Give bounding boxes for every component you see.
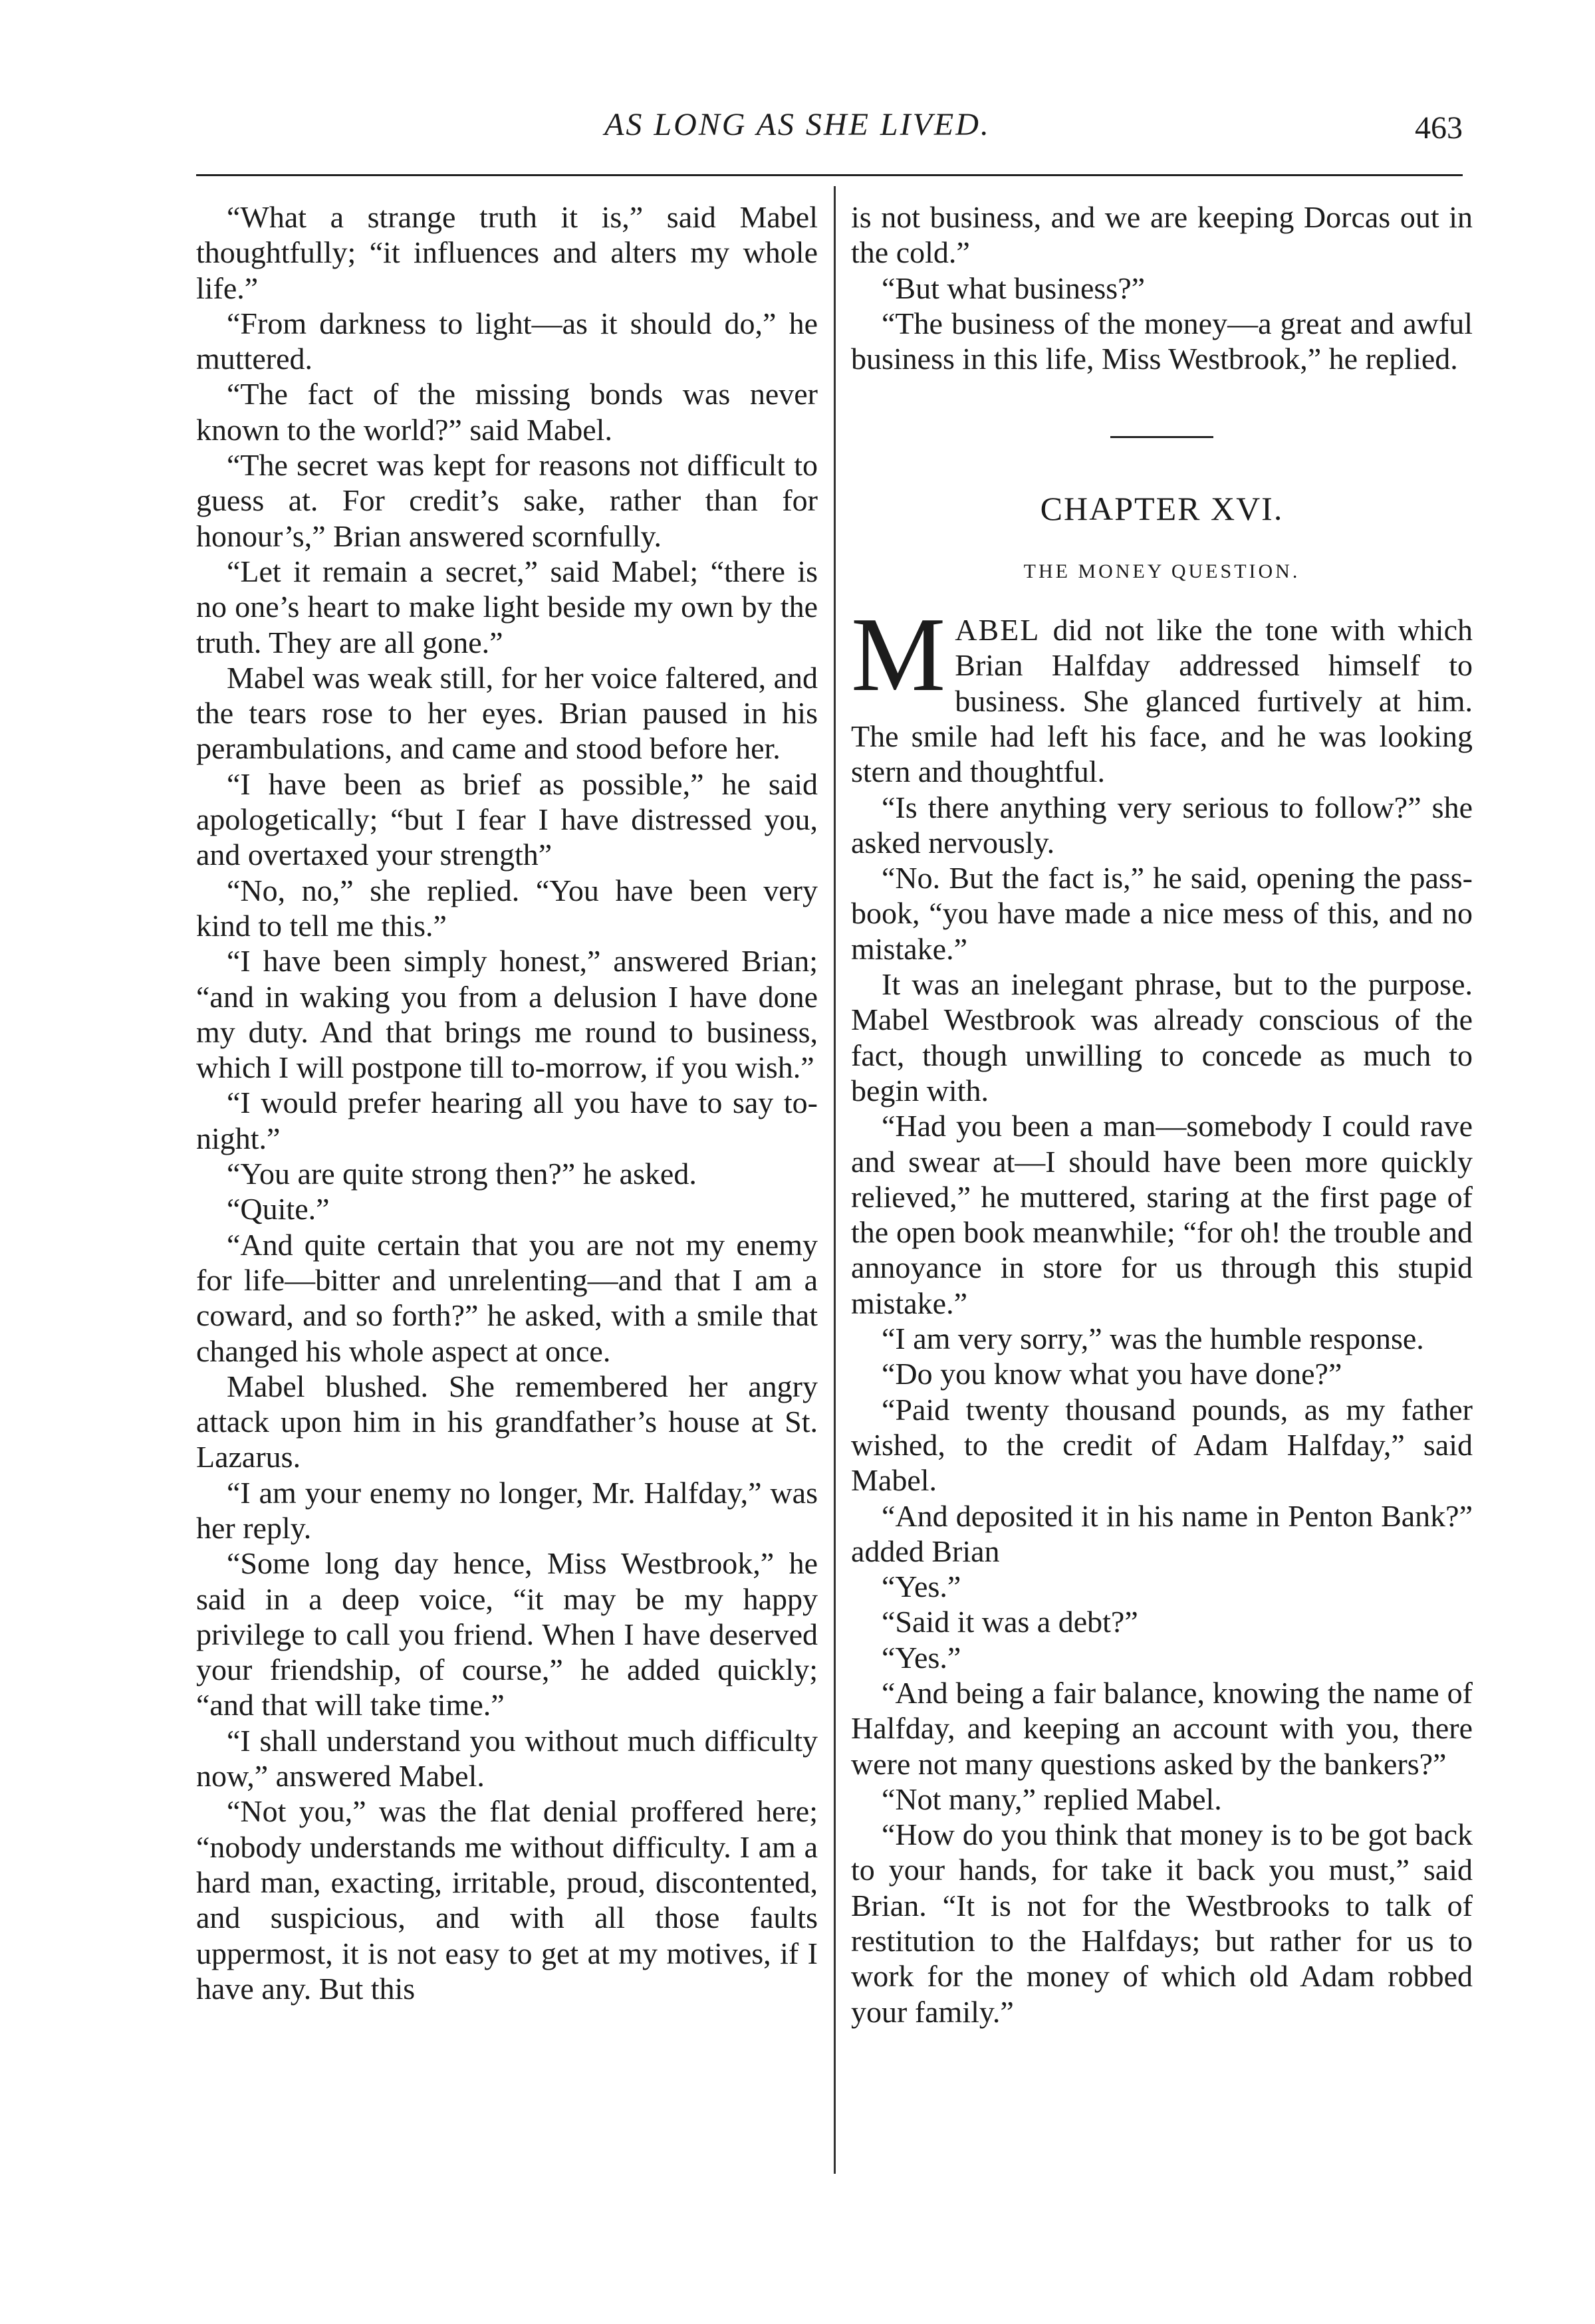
paragraph: “And quite certain that you are not my enemy for life—bitter and unrelenting—and that I am a coward, and so forth?” he asked, with a smile that changed his whole aspect at once.: [196, 1227, 818, 1368]
chapter-opening-paragraph: [851, 595, 1473, 789]
paragraph: Mabel blushed. She remembered her angry attack upon him in his grandfather’s house at St. Lazarus.: [196, 1369, 818, 1474]
paragraph: “I am very sorry,” was the humble response.: [882, 1322, 1424, 1356]
paragraph: “I am your enemy no longer, Mr. Halfday,” was her reply.: [196, 1475, 818, 1545]
paragraph: Mabel was weak still, for her voice faltered, and the tears rose to her eyes. Brian paused in his perambulations, and came and stood before her.: [196, 660, 818, 766]
left-column: [196, 199, 818, 2006]
paragraph: “Quite.”: [227, 1192, 330, 1226]
paragraph: “Not many,” replied Mabel.: [882, 1782, 1222, 1816]
paragraph: “The secret was kept for reasons not difficult to guess at. For credit’s sake, rather than for honour’s,” Brian answered scornfully.: [196, 448, 818, 553]
paragraph: is not business, and we are keeping Dorcas out in the cold.”: [851, 200, 1473, 270]
opening-text: did not like the tone with which Brian Halfday addressed himself to business. She glanced furtively at him. The smile had left his face, and he was looking stern and thoughtful.: [851, 613, 1473, 789]
chapter-subtitle: THE MONEY QUESTION.: [1023, 560, 1300, 582]
paragraph: “Yes.”: [882, 1569, 961, 1604]
right-column: [851, 199, 1473, 2030]
paragraph: “Had you been a man—somebody I could rave and swear at—I should have been more quickly relieved,” he muttered, staring at the first page of the open book meanwhile; “for oh! the trouble and annoyance in store for us through this stupid mistake.”: [851, 1109, 1473, 1320]
drop-cap: M: [851, 595, 946, 714]
paragraph: “I would prefer hearing all you have to say to-night.”: [196, 1086, 818, 1155]
paragraph: “How do you think that money is to be got back to your hands, for take it back you must,” said Brian. “It is not for the Westbrooks to talk of restitution to the Halfdays; but rather for us to work for the money of which old Adam robbed your family.”: [851, 1817, 1473, 2029]
paragraph: “And being a fair balance, knowing the name of Halfday, and keeping an account with you, there were not many questions asked by the bankers?”: [851, 1675, 1473, 1781]
paragraph: It was an inelegant phrase, but to the purpose. Mabel Westbrook was already conscious of the fact, though unwilling to concede as much to begin with.: [851, 967, 1473, 1107]
section-rule: [1110, 436, 1213, 438]
running-header-title: AS LONG AS SHE LIVED.: [604, 107, 991, 142]
header-rule: [196, 174, 1463, 176]
paragraph: “The business of the money—a great and awful business in this life, Miss Westbrook,” he replied.: [851, 306, 1473, 376]
paragraph: “I have been as brief as possible,” he said apologetically; “but I fear I have distressed you, and overtaxed your strength”: [196, 766, 818, 872]
paragraph: “And deposited it in his name in Penton Bank?” added Brian: [851, 1498, 1473, 1568]
paragraph: “Paid twenty thousand pounds, as my father wished, to the credit of Adam Halfday,” said Mabel.: [851, 1392, 1473, 1498]
chapter-heading: CHAPTER XVI.: [1040, 490, 1284, 528]
paragraph: “Is there anything very serious to follow?” she asked nervously.: [851, 790, 1473, 860]
paragraph: “Said it was a debt?”: [882, 1605, 1138, 1639]
column-divider: [834, 186, 836, 2174]
opening-small-caps: ABEL: [955, 613, 1041, 647]
paragraph: “Not you,” was the flat denial proffered here; “nobody understands me without difficulty. I am a hard man, exacting, irritable, proud, discontented, and suspicious, and with all those faults uppermost, it is not easy to get at my motives, if I have any. But this: [196, 1794, 818, 2006]
page-number: 463: [1415, 110, 1463, 146]
paragraph: “Yes.”: [882, 1640, 961, 1675]
paragraph: “What a strange truth it is,” said Mabel thoughtfully; “it influences and alters my whole life.”: [196, 200, 818, 305]
paragraph: “No, no,” she replied. “You have been very kind to tell me this.”: [196, 873, 818, 943]
paragraph: “I have been simply honest,” answered Brian; “and in waking you from a delusion I have done my duty. And that brings me round to business, which I will postpone till to-morrow, if you wish.”: [196, 944, 818, 1085]
paragraph: “Some long day hence, Miss Westbrook,” he said in a deep voice, “it may be my happy privilege to call you friend. When I have deserved your friendship, of course,” he added quickly; “and that will take time.”: [196, 1546, 818, 1722]
paragraph: “But what business?”: [882, 271, 1146, 305]
paragraph: “From darkness to light—as it should do,” he muttered.: [196, 306, 818, 376]
paragraph: “No. But the fact is,” he said, opening the pass-book, “you have made a nice mess of this, and no mistake.”: [851, 861, 1473, 966]
paragraph: “Do you know what you have done?”: [882, 1357, 1342, 1391]
paragraph: “Let it remain a secret,” said Mabel; “there is no one’s heart to make light beside my own by the truth. They are all gone.”: [196, 554, 818, 659]
paragraph: “The fact of the missing bonds was never known to the world?” said Mabel.: [196, 377, 818, 447]
paragraph: “I shall understand you without much difficulty now,” answered Mabel.: [196, 1723, 818, 1794]
paragraph: “You are quite strong then?” he asked.: [227, 1157, 697, 1191]
